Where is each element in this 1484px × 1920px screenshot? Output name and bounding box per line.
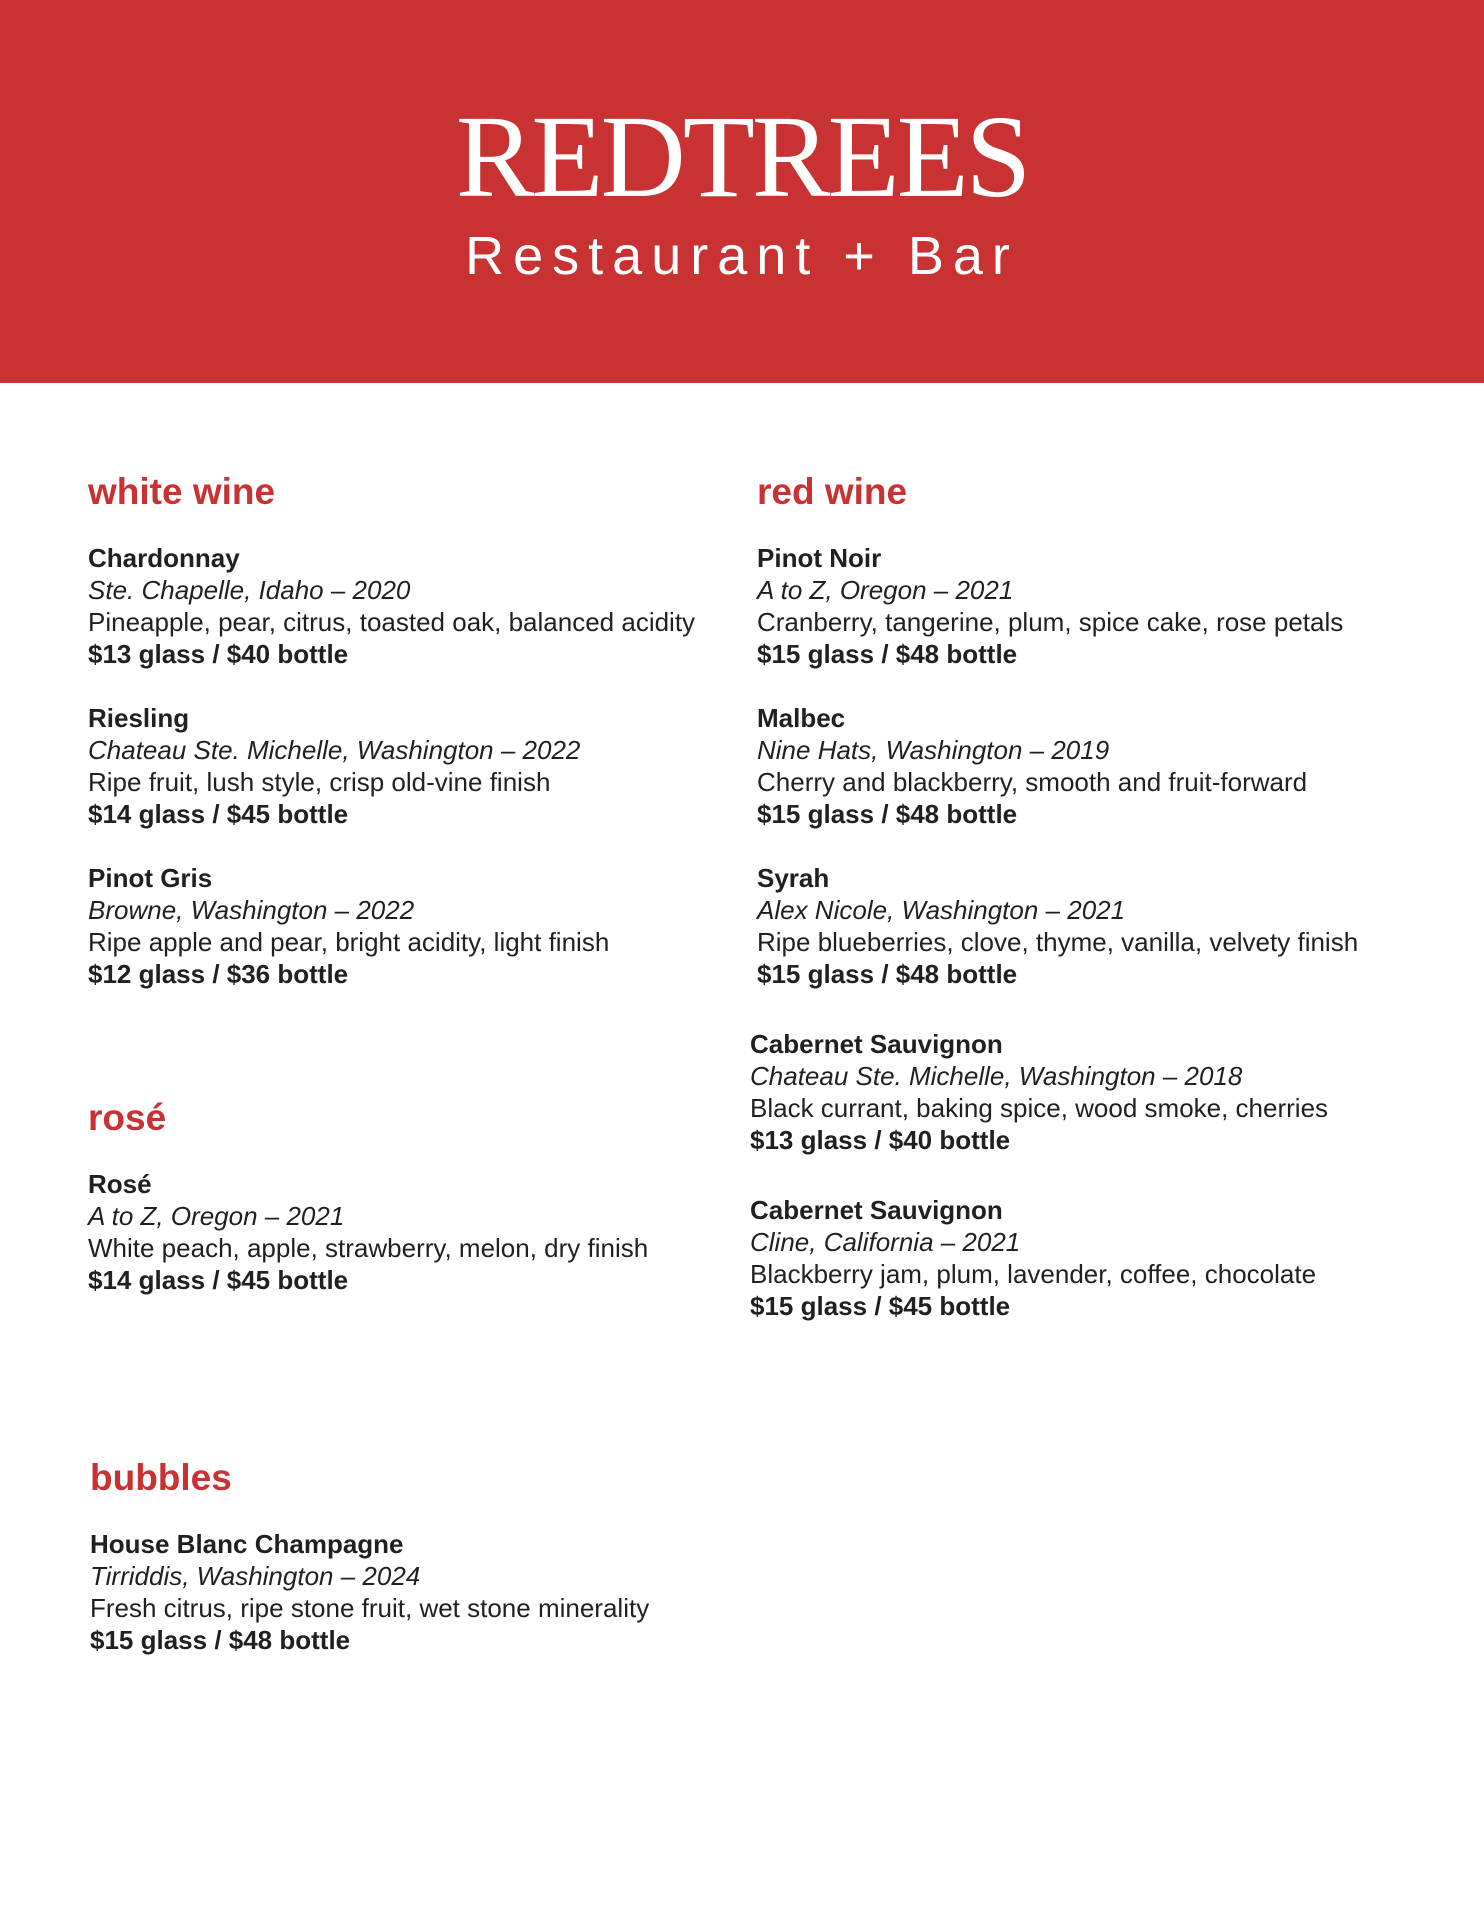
- wine-origin: A to Z, Oregon – 2021: [757, 575, 1014, 605]
- wine-origin: Chateau Ste. Michelle, Washington – 2022: [88, 735, 581, 765]
- wine-price: $12 glass / $36 bottle: [88, 959, 349, 989]
- wine-name: Syrah: [757, 863, 830, 893]
- white-wine-section: [88, 470, 768, 990]
- red-wine-section: [750, 470, 1437, 1340]
- wine-item: [88, 862, 768, 990]
- section-title: red wine: [757, 471, 908, 512]
- wine-price: $15 glass / $48 bottle: [757, 959, 1018, 989]
- wine-origin: Nine Hats, Washington – 2019: [757, 735, 1110, 765]
- wine-origin: Ste. Chapelle, Idaho – 2020: [88, 575, 411, 605]
- section-title: white wine: [88, 471, 276, 512]
- header-banner: [0, 0, 1484, 383]
- bubbles-section: [90, 1456, 770, 1656]
- wine-item: [757, 542, 1437, 670]
- wine-name: Malbec: [757, 703, 846, 733]
- wine-notes: Pineapple, pear, citrus, toasted oak, balanced acidity: [88, 607, 696, 637]
- wine-notes: White peach, apple, strawberry, melon, dry finish: [88, 1233, 649, 1263]
- wine-item: [757, 862, 1437, 990]
- brand-subtitle: Restaurant + Bar: [465, 226, 1019, 286]
- wine-name: Pinot Noir: [757, 543, 882, 573]
- wine-notes: Fresh citrus, ripe stone fruit, wet stone minerality: [90, 1593, 650, 1623]
- wine-price: $15 glass / $48 bottle: [757, 639, 1018, 669]
- wine-origin: Alex Nicole, Washington – 2021: [757, 895, 1126, 925]
- wine-price: $14 glass / $45 bottle: [88, 799, 349, 829]
- section-title: bubbles: [90, 1457, 232, 1498]
- wine-notes: Ripe apple and pear, bright acidity, light finish: [88, 927, 610, 957]
- wine-price: $13 glass / $40 bottle: [88, 639, 349, 669]
- wine-item: [88, 702, 768, 830]
- wine-price: $14 glass / $45 bottle: [88, 1265, 349, 1295]
- wine-name: Chardonnay: [88, 543, 240, 573]
- wine-notes: Cherry and blackberry, smooth and fruit-forward: [757, 767, 1308, 797]
- wine-origin: Tirriddis, Washington – 2024: [90, 1561, 421, 1591]
- rose-section: [88, 1096, 768, 1296]
- wine-name: Riesling: [88, 703, 190, 733]
- brand-name: REDTREES: [455, 91, 1029, 222]
- wine-price: $15 glass / $45 bottle: [750, 1291, 1011, 1321]
- wine-price: $13 glass / $40 bottle: [750, 1125, 1011, 1155]
- wine-item: [750, 1028, 1430, 1156]
- wine-origin: Chateau Ste. Michelle, Washington – 2018: [750, 1061, 1243, 1091]
- wine-origin: Browne, Washington – 2022: [88, 895, 415, 925]
- wine-notes: Black currant, baking spice, wood smoke, cherries: [750, 1093, 1329, 1123]
- wine-item: [750, 1194, 1430, 1322]
- wine-origin: Cline, California – 2021: [750, 1227, 1021, 1257]
- wine-name: Cabernet Sauvignon: [750, 1029, 1003, 1059]
- wine-name: Pinot Gris: [88, 863, 213, 893]
- wine-item: [90, 1528, 770, 1656]
- wine-name: House Blanc Champagne: [90, 1529, 404, 1559]
- wine-price: $15 glass / $48 bottle: [90, 1625, 351, 1655]
- wine-name: Cabernet Sauvignon: [750, 1195, 1003, 1225]
- wine-name: Rosé: [88, 1169, 152, 1199]
- wine-notes: Ripe blueberries, clove, thyme, vanilla, velvety finish: [757, 927, 1359, 957]
- wine-item: [757, 702, 1437, 830]
- wine-notes: Blackberry jam, plum, lavender, coffee, chocolate: [750, 1259, 1317, 1289]
- wine-origin: A to Z, Oregon – 2021: [88, 1201, 345, 1231]
- wine-price: $15 glass / $48 bottle: [757, 799, 1018, 829]
- section-title: rosé: [88, 1097, 167, 1138]
- wine-notes: Ripe fruit, lush style, crisp old-vine finish: [88, 767, 551, 797]
- wine-notes: Cranberry, tangerine, plum, spice cake, rose petals: [757, 607, 1344, 637]
- wine-item: [88, 542, 768, 670]
- wine-item: [88, 1168, 768, 1296]
